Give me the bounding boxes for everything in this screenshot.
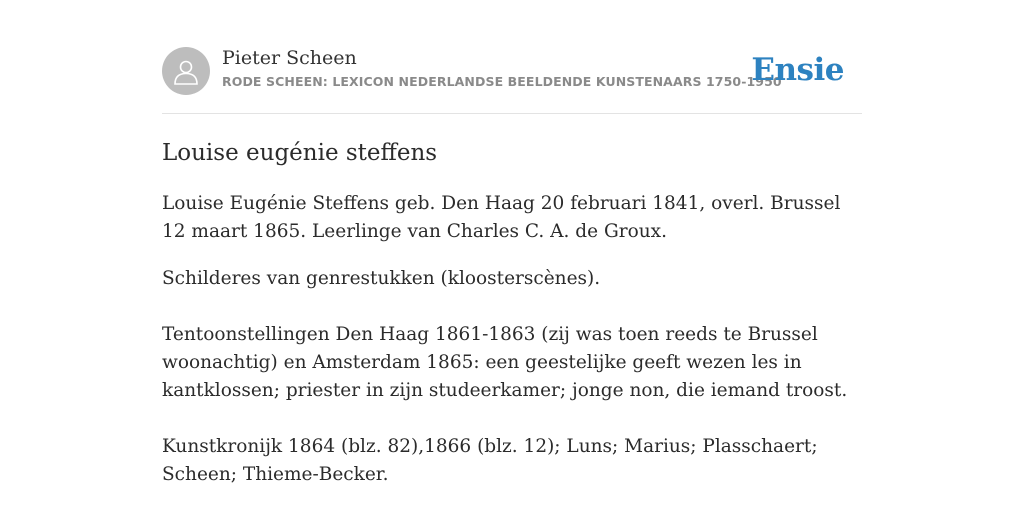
article-paragraph: Schilderes van genrestukken (kloosterscènes). bbox=[162, 268, 601, 289]
author-avatar[interactable] bbox=[162, 47, 210, 95]
source-publication[interactable]: RODE SCHEEN: LEXICON NEDERLANDSE BEELDENDE KUNSTENAARS 1750-1950 bbox=[222, 74, 782, 89]
header-divider bbox=[162, 113, 862, 114]
article-paragraph: Kunstkronijk 1864 (blz. 82),1866 (blz. 12); Luns; Marius; Plasschaert; Scheen; Thieme-Becker. bbox=[162, 436, 818, 485]
article-paragraph: Tentoonstellingen Den Haag 1861-1863 (zij was toen reeds te Brussel woonachtig) en Amsterdam 1865: een geestelijke geeft wezen les in kantklossen; priester in zijn studeerkamer; jonge non, die iemand troost. bbox=[162, 324, 848, 401]
article-paragraph: Louise Eugénie Steffens geb. Den Haag 20 februari 1841, overl. Brussel 12 maart 1865. Leerlinge van Charles C. A. de Groux. bbox=[162, 193, 841, 242]
user-icon bbox=[171, 56, 201, 86]
article-title: Louise eugénie steffens bbox=[162, 140, 438, 166]
author-header bbox=[162, 46, 862, 96]
brand-logo[interactable]: Ensie bbox=[751, 52, 844, 88]
author-name[interactable]: Pieter Scheen bbox=[222, 47, 357, 69]
